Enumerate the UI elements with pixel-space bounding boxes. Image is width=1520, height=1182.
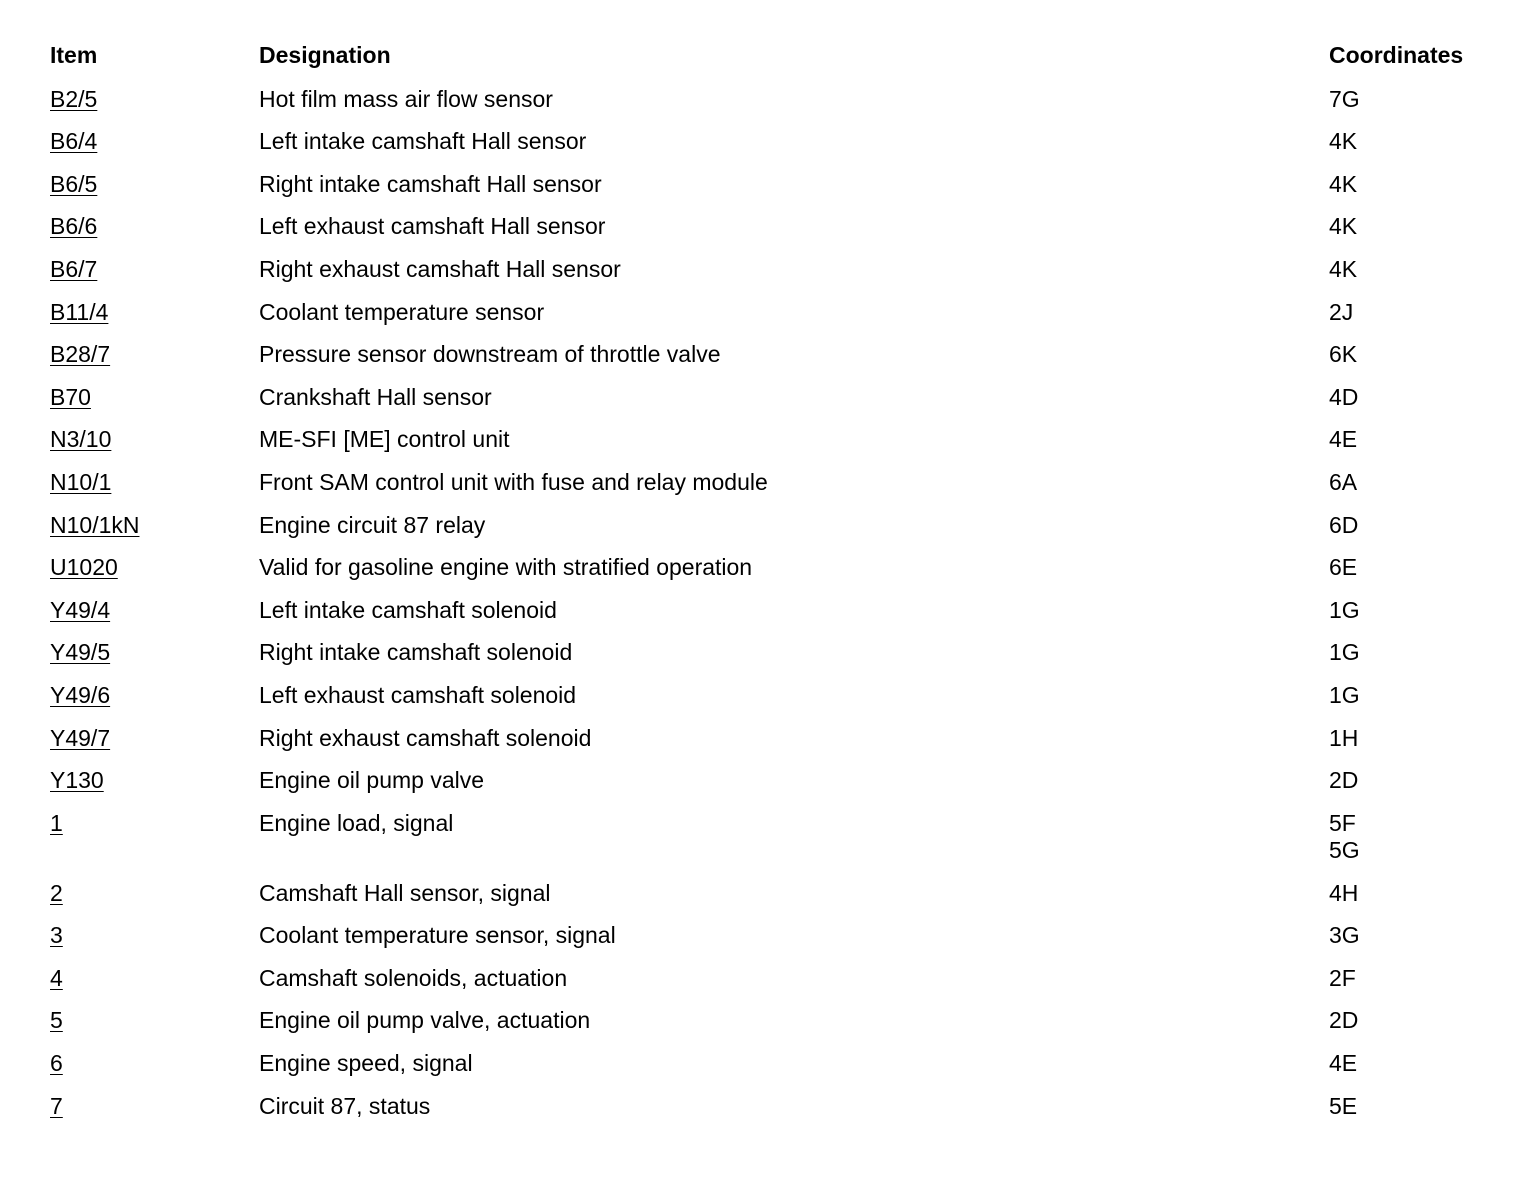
item-cell (50, 965, 63, 992)
legend-table (50, 40, 1490, 1132)
coordinate-value: 5E (1329, 1092, 1358, 1119)
item-link[interactable]: 4 (50, 964, 63, 991)
coordinate-value: 1G (1329, 681, 1360, 708)
coordinates-cell (1329, 639, 1360, 666)
coordinate-value: 6E (1329, 554, 1358, 581)
table-row (50, 83, 1490, 126)
coordinate-value: 2D (1329, 1007, 1359, 1034)
coordinate-value: 4D (1329, 383, 1359, 410)
designation-cell: Hot film mass air flow sensor (259, 85, 553, 112)
item-cell (50, 299, 108, 326)
coordinates-cell (1329, 512, 1358, 539)
item-link[interactable]: Y49/7 (50, 724, 111, 751)
item-link[interactable]: 5 (50, 1007, 63, 1034)
table-row (50, 296, 1490, 339)
table-body (50, 83, 1490, 1133)
coordinate-value: 4K (1329, 170, 1358, 197)
table-row (50, 807, 1490, 877)
table-row (50, 168, 1490, 211)
item-link[interactable]: N3/10 (50, 426, 112, 453)
item-cell (50, 512, 139, 539)
table-row (50, 125, 1490, 168)
coordinates-cell (1329, 128, 1357, 155)
item-cell (50, 639, 110, 666)
item-link[interactable]: B70 (50, 383, 91, 410)
item-cell (50, 426, 111, 453)
table-row (50, 722, 1490, 765)
item-cell (50, 171, 97, 198)
table-row (50, 679, 1490, 722)
item-link[interactable]: 1 (50, 809, 63, 836)
coordinates-cell (1329, 256, 1357, 283)
designation-cell: Front SAM control unit with fuse and relay module (259, 468, 768, 495)
item-link[interactable]: B6/5 (50, 170, 98, 197)
designation-cell: Right exhaust camshaft Hall sensor (259, 255, 621, 282)
coordinate-value: 4E (1329, 426, 1358, 453)
designation-cell: Left exhaust camshaft Hall sensor (259, 213, 606, 240)
coordinate-value: 4H (1329, 879, 1359, 906)
coordinate-value: 5F (1329, 809, 1356, 836)
designation-cell: Coolant temperature sensor (259, 298, 545, 325)
coordinate-value: 2J (1329, 298, 1354, 325)
designation-cell: Circuit 87, status (259, 1092, 431, 1119)
coordinate-value: 1G (1329, 596, 1360, 623)
coordinates-cell (1329, 171, 1357, 198)
item-link[interactable]: 3 (50, 922, 63, 949)
table-row (50, 1047, 1490, 1090)
coordinate-value: 1G (1329, 639, 1360, 666)
item-link[interactable]: U1020 (50, 554, 118, 581)
designation-cell: Pressure sensor downstream of throttle valve (259, 341, 721, 368)
designation-cell: Camshaft solenoids, actuation (259, 964, 568, 991)
coordinate-value: 4K (1329, 213, 1358, 240)
item-link[interactable]: Y49/5 (50, 639, 111, 666)
coordinates-cell (1329, 554, 1357, 581)
item-cell (50, 1007, 63, 1034)
designation-cell: Engine circuit 87 relay (259, 511, 486, 538)
coordinate-value: 2F (1329, 964, 1356, 991)
item-cell (50, 256, 97, 283)
table-row (50, 919, 1490, 962)
item-cell (50, 1093, 63, 1120)
table-header (50, 40, 1490, 83)
coordinate-value: 2D (1329, 767, 1359, 794)
coordinates-cell (1329, 1050, 1357, 1077)
designation-cell: Crankshaft Hall sensor (259, 383, 492, 410)
item-link[interactable]: B6/4 (50, 128, 98, 155)
designation-cell: Engine speed, signal (259, 1050, 473, 1077)
coordinate-value: 6D (1329, 511, 1359, 538)
table-row (50, 764, 1490, 807)
designation-cell: Engine oil pump valve (259, 767, 485, 794)
designation-cell: Right intake camshaft Hall sensor (259, 170, 602, 197)
item-link[interactable]: B28/7 (50, 341, 111, 368)
coordinates-cell (1329, 86, 1360, 113)
coordinates-cell (1329, 725, 1358, 752)
table-row (50, 210, 1490, 253)
item-cell (50, 554, 118, 581)
item-link[interactable]: N10/1 (50, 468, 112, 495)
coordinates-cell (1329, 299, 1353, 326)
item-cell (50, 86, 97, 113)
coordinates-cell (1329, 880, 1358, 907)
item-cell (50, 1050, 63, 1077)
coordinate-value: 4K (1329, 255, 1358, 282)
table-row (50, 551, 1490, 594)
coordinates-cell (1329, 682, 1360, 709)
designation-cell: Right exhaust camshaft solenoid (259, 724, 592, 751)
coordinates-cell (1329, 965, 1356, 992)
item-link[interactable]: B6/7 (50, 255, 98, 282)
item-link[interactable]: B6/6 (50, 213, 98, 240)
designation-column-header: Designation (259, 42, 391, 68)
designation-cell: Left exhaust camshaft solenoid (259, 681, 577, 708)
coordinates-cell (1329, 810, 1360, 864)
table-row (50, 1090, 1490, 1133)
coordinate-value: 6K (1329, 341, 1358, 368)
item-cell (50, 880, 63, 907)
item-cell (50, 597, 110, 624)
item-column-header: Item (50, 42, 98, 68)
coordinate-value: 4E (1329, 1050, 1358, 1077)
item-cell (50, 341, 110, 368)
designation-cell: Engine load, signal (259, 809, 454, 836)
coordinate-value: 3G (1329, 922, 1360, 949)
designation-cell: Engine oil pump valve, actuation (259, 1007, 591, 1034)
coordinate-value: 7G (1329, 85, 1360, 112)
table-row (50, 1004, 1490, 1047)
coordinates-cell (1329, 426, 1357, 453)
item-link[interactable]: Y49/4 (50, 596, 111, 623)
table-row (50, 636, 1490, 679)
table-row (50, 594, 1490, 637)
item-cell (50, 767, 104, 794)
table-row (50, 962, 1490, 1005)
table-row (50, 253, 1490, 296)
item-cell (50, 922, 63, 949)
coordinates-cell (1329, 767, 1358, 794)
coordinates-cell (1329, 469, 1357, 496)
item-cell (50, 810, 63, 837)
coordinates-cell (1329, 1093, 1357, 1120)
designation-cell: ME-SFI [ME] control unit (259, 426, 510, 453)
item-cell (50, 213, 97, 240)
coordinate-value: 6A (1329, 468, 1358, 495)
coordinates-cell (1329, 213, 1357, 240)
coordinates-cell (1329, 922, 1360, 949)
item-cell (50, 384, 91, 411)
item-link[interactable]: Y130 (50, 767, 104, 794)
item-link[interactable]: N10/1kN (50, 511, 140, 538)
table-row (50, 877, 1490, 920)
coordinates-cell (1329, 384, 1358, 411)
item-link[interactable]: 6 (50, 1050, 63, 1077)
designation-cell: Valid for gasoline engine with stratified operation (259, 554, 753, 581)
table-row (50, 509, 1490, 552)
designation-cell: Right intake camshaft solenoid (259, 639, 573, 666)
designation-cell: Coolant temperature sensor, signal (259, 922, 616, 949)
coordinates-cell (1329, 1007, 1358, 1034)
coordinate-value: 1H (1329, 724, 1359, 751)
item-link[interactable]: Y49/6 (50, 681, 111, 708)
item-link[interactable]: B2/5 (50, 85, 98, 112)
designation-cell: Left intake camshaft Hall sensor (259, 128, 587, 155)
table-row (50, 423, 1490, 466)
designation-cell: Left intake camshaft solenoid (259, 596, 557, 623)
table-row (50, 381, 1490, 424)
item-cell (50, 725, 110, 752)
coordinate-value: 4K (1329, 128, 1358, 155)
coordinates-cell (1329, 597, 1360, 624)
item-cell (50, 128, 97, 155)
item-link[interactable]: B11/4 (50, 298, 109, 325)
table-row (50, 466, 1490, 509)
coordinates-cell (1329, 341, 1357, 368)
item-link[interactable]: 7 (50, 1092, 63, 1119)
coordinates-column-header: Coordinates (1329, 42, 1464, 68)
item-link[interactable]: 2 (50, 879, 63, 906)
table-row (50, 338, 1490, 381)
coordinate-value: 5G (1329, 836, 1360, 863)
item-cell (50, 469, 111, 496)
designation-cell: Camshaft Hall sensor, signal (259, 879, 551, 906)
item-cell (50, 682, 110, 709)
